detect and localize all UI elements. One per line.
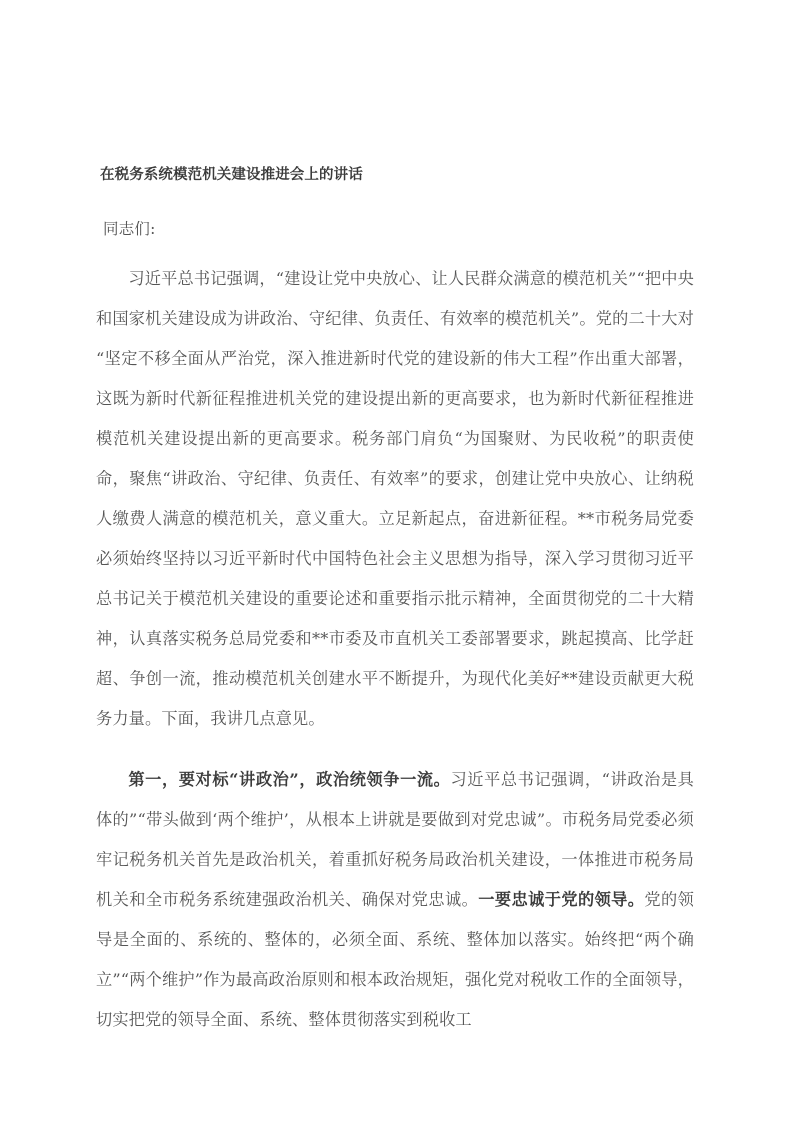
text-run: 习近平总书记强调，“讲政治是具体的”“带头做到‘两个维护’，从根本上讲就是要做到对党忠诚”。市税务局党委必须牢记税务机关首先是政治机关，着重抓好税务局政治机关建设，一体推进市税务局机关和全市税务系统建强政治机关、确保对党忠诚。: [96, 770, 694, 909]
document-content: [96, 164, 694, 1040]
salutation: 同志们:: [103, 220, 156, 238]
body-paragraph-2: [96, 760, 694, 1040]
text-run: 习近平总书记强调，“建设让党中央放心、让人民群众满意的模范机关”“把中央和国家机关建设成为讲政治、守纪律、负责任、有效率的模范机关”。党的二十大对“坚定不移全面从严治党，深入推进新时代党的建设新的伟大工程”作出重大部署，这既为新时代新征程推进机关党的建设提出新的更高要求，也为新时代新征程推进模范机关建设提出新的更高要求。税务部门肩负“为国聚财、为民收税”的职责使命，聚焦“讲政治、守纪律、负责任、有效率”的要求，创建让党中央放心、让纳税人缴费人满意的模范机关，意义重大。立足新起点，奋进新征程。**市税务局党委必须始终坚持以习近平新时代中国特色社会主义思想为指导，深入学习贯彻习近平总书记关于模范机关建设的重要论述和重要指示批示精神，全面贯彻党的二十大精神，认真落实税务总局党委和**市委及市直机关工委部署要求，跳起摸高、比学赶超、争创一流，推动模范机关创建水平不断提升，为现代化美好**建设贡献更大税务力量。下面，我讲几点意见。: [96, 269, 694, 728]
body-paragraph-1: [96, 259, 694, 739]
page-title: 在税务系统模范机关建设推进会上的讲话: [100, 167, 363, 183]
text-run: 党的领导是全面的、系统的、整体的，必须全面、系统、整体加以落实。始终把“两个确立”“两个维护”作为最高政治原则和根本政治规矩，强化党对税收工作的全面领导，切实把党的领导全面、系统、整体贯彻落实到税收工: [96, 890, 694, 1029]
emphasis-run: 第一，要对标“讲政治”，政治统领争一流。: [128, 770, 451, 789]
emphasis-run: 一要忠诚于党的领导。: [478, 890, 645, 909]
